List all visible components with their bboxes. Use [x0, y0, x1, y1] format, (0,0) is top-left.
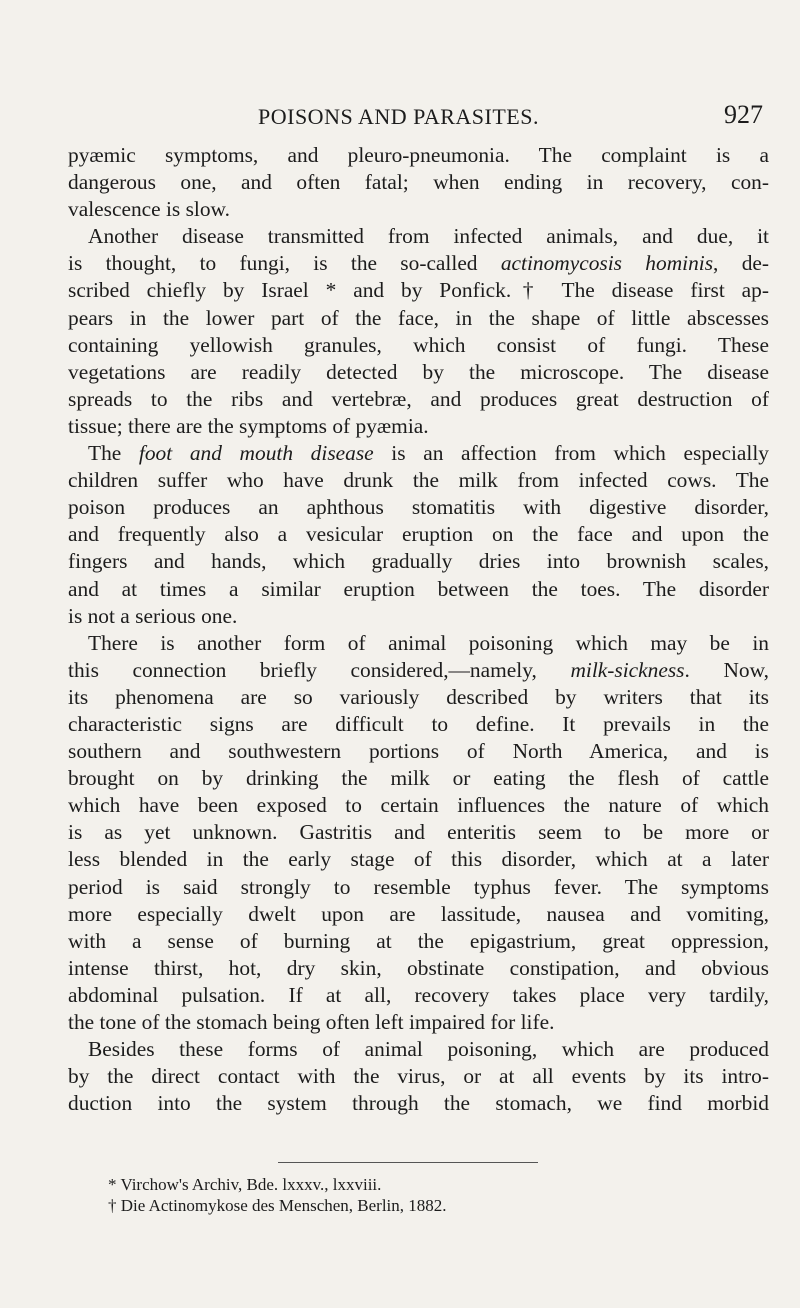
text-line: tissue; there are the symptoms of pyæmia.	[68, 413, 429, 438]
text-line: spreads to the ribs and vertebræ, and produces great destruction of	[68, 386, 769, 411]
text-line: abdominal pulsation. If at all, recovery takes place very tardily,	[68, 982, 769, 1007]
text-line: by the direct contact with the virus, or at all events by its intro-	[68, 1064, 769, 1089]
text-line: Besides these forms of animal poisoning, which are produced	[88, 1037, 769, 1062]
footnote-rule	[278, 1162, 538, 1163]
page-header	[68, 100, 773, 134]
text-line: valescence is slow.	[68, 197, 230, 222]
text-line: dangerous one, and often fatal; when ending in recovery, con-	[68, 170, 769, 195]
text-line: Another disease transmitted from infected animals, and due, it	[88, 224, 769, 249]
text-line: fingers and hands, which gradually dries into brownish scales,	[68, 549, 769, 574]
text-line: intense thirst, hot, dry skin, obstinate constipation, and obvious	[68, 955, 769, 980]
text-line: brought on by drinking the milk or eating the flesh of cattle	[68, 766, 769, 791]
text-line: is as yet unknown. Gastritis and enteritis seem to be more or	[68, 820, 769, 845]
text-line: and frequently also a vesicular eruption on the face and upon the	[68, 522, 769, 547]
page-number: 927	[724, 100, 763, 129]
text-line: with a sense of burning at the epigastrium, great oppression,	[68, 928, 769, 953]
text-line: containing yellowish granules, which consist of fungi. These	[68, 332, 769, 357]
text-line: period is said strongly to resemble typhus fever. The symptoms	[68, 874, 769, 899]
text-line: is thought, to fungi, is the so-called actinomycosis hominis, de-	[68, 251, 770, 276]
footnote-virchow: * Virchow's Archiv, Bde. lxxxv., lxxviii.	[108, 1175, 382, 1194]
text-line: poison produces an aphthous stomatitis with digestive disorder,	[68, 495, 769, 520]
text-line: more especially dwelt upon are lassitude, nausea and vomiting,	[68, 901, 769, 926]
text-line: is not a serious one.	[68, 603, 238, 628]
text-line: the tone of the stomach being often left impaired for life.	[68, 1010, 555, 1034]
footnote-actinomykose: † Die Actinomykose des Menschen, Berlin, 1882.	[108, 1196, 447, 1215]
body-text	[68, 142, 769, 1117]
footnotes	[108, 1174, 728, 1216]
text-line: which have been exposed to certain influences the nature of which	[68, 793, 769, 818]
text-line: There is another form of animal poisoning which may be in	[88, 630, 769, 655]
text-line: scribed chiefly by Israel * and by Ponfick.† The disease first ap-	[68, 278, 769, 303]
text-line: pears in the lower part of the face, in the shape of little abscesses	[68, 305, 769, 330]
text-line: pyæmic symptoms, and pleuro-pneumonia. The complaint is a	[68, 143, 769, 167]
text-line: vegetations are readily detected by the microscope. The disease	[68, 359, 769, 384]
text-line: children suffer who have drunk the milk from infected cows. The	[68, 468, 769, 493]
text-line: characteristic signs are difficult to define. It prevails in the	[68, 711, 769, 736]
running-head: POISONS AND PARASITES.	[258, 104, 539, 129]
text-line: less blended in the early stage of this disorder, which at a later	[68, 847, 769, 872]
text-line: duction into the system through the stomach, we find morbid	[68, 1091, 769, 1116]
text-line: The foot and mouth disease is an affection from which especially	[88, 441, 769, 466]
text-line: this connection briefly considered,—namely, milk-sickness. Now,	[68, 657, 769, 682]
text-line: southern and southwestern portions of North America, and is	[68, 739, 769, 764]
text-line: its phenomena are so variously described by writers that its	[68, 684, 769, 709]
text-line: and at times a similar eruption between the toes. The disorder	[68, 576, 769, 601]
